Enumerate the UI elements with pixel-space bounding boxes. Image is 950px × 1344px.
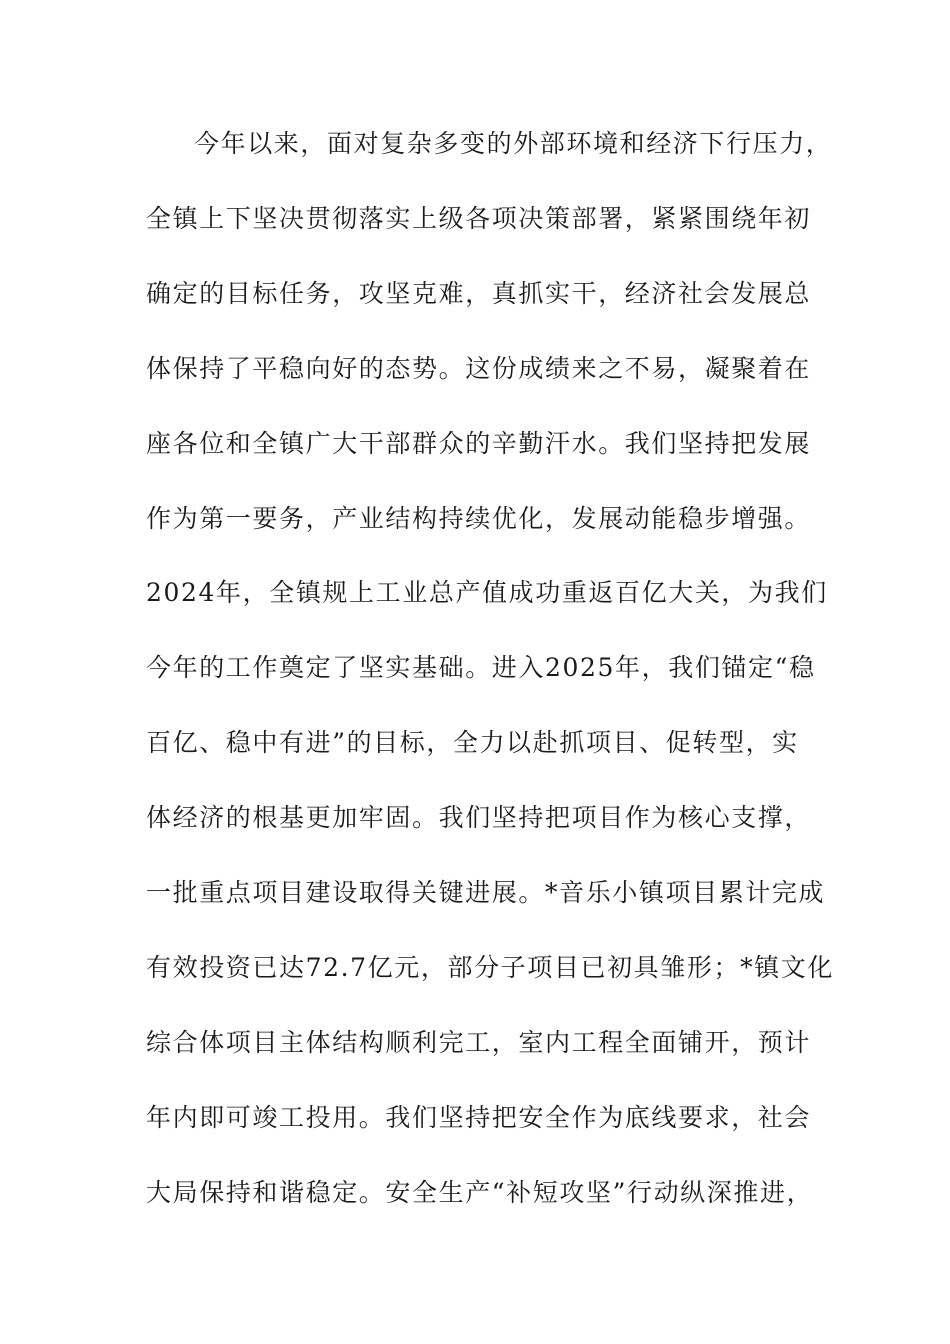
text-line: 全镇上下坚决贯彻落实上级各项决策部署，紧紧围绕年初 xyxy=(146,204,812,233)
text-line: 有效投资已达72.7亿元，部分子项目已初具雏形；*镇文化 xyxy=(146,953,834,982)
text-line: 作为第一要务，产业结构持续优化，发展动能稳步增强。 xyxy=(146,504,812,533)
text-line: 今年以来，面对复杂多变的外部环境和经济下行压力， xyxy=(194,129,833,158)
text-line: 确定的目标任务，攻坚克难，真抓实干，经济社会发展总 xyxy=(146,279,812,308)
text-line: 大局保持和谐稳定。安全生产“补短攻坚”行动纵深推进， xyxy=(146,1178,814,1207)
text-line: 百亿、稳中有进”的目标，全力以赴抓项目、促转型，实 xyxy=(146,728,799,757)
text-line: 座各位和全镇广大干部群众的辛勤汗水。我们坚持把发展 xyxy=(146,429,812,458)
text-line: 综合体项目主体结构顺利完工，室内工程全面铺开，预计 xyxy=(146,1028,812,1057)
text-line: 年内即可竣工投用。我们坚持把安全作为底线要求，社会 xyxy=(146,1103,812,1132)
text-line: 体保持了平稳向好的态势。这份成绩来之不易，凝聚着在 xyxy=(146,354,812,383)
text-line: 一批重点项目建设取得关键进展。*音乐小镇项目累计完成 xyxy=(146,878,826,907)
text-line: 今年的工作奠定了坚实基础。进入2025年，我们锚定“稳 xyxy=(146,653,816,682)
text-line: 体经济的根基更加牢固。我们坚持把项目作为核心支撑， xyxy=(146,803,812,832)
text-line: 2024年，全镇规上工业总产值成功重返百亿大关，为我们 xyxy=(146,578,828,607)
